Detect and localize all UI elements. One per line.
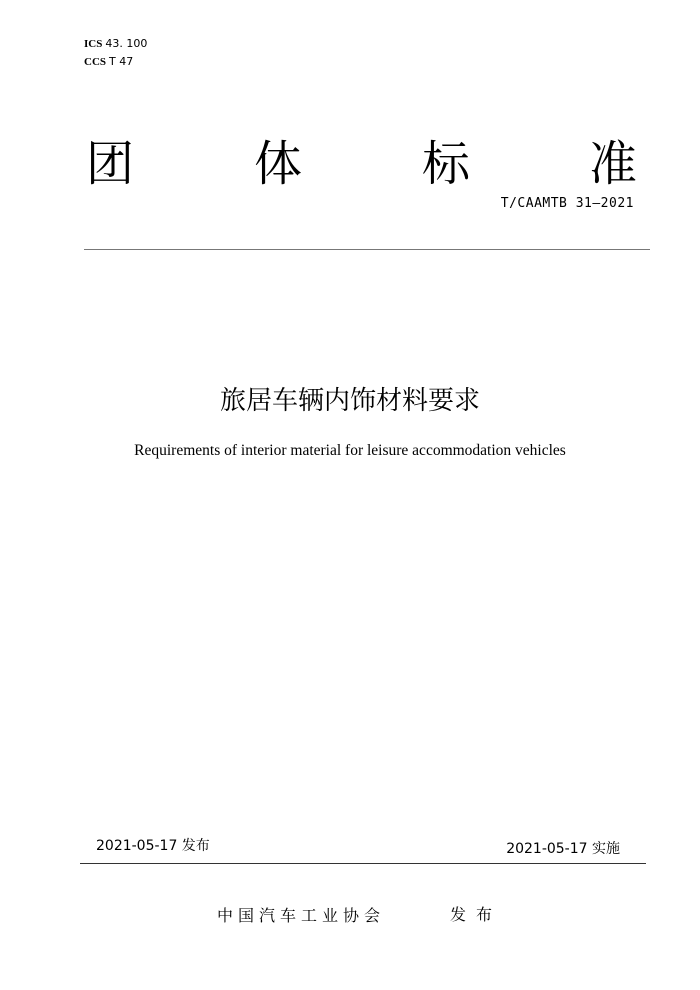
ics-value: 43. 100	[105, 37, 148, 50]
header-char-2: 体	[254, 136, 303, 192]
issuing-organization: 中国汽车工业协会	[217, 906, 386, 925]
document-title-english: Requirements of interior material for leisure accommodation vehicles	[134, 442, 566, 459]
header-char-4: 准	[589, 136, 638, 192]
footer-divider	[80, 863, 646, 864]
ics-classification	[84, 37, 147, 51]
standard-code: T/CAAMTB 31—2021	[500, 196, 634, 211]
ics-label: ICS	[84, 38, 103, 50]
header-char-3: 标	[422, 136, 471, 192]
publish-date: 2021-05-17 发布	[96, 838, 210, 854]
issue-label: 发布	[450, 905, 503, 924]
implement-date: 2021-05-17 实施	[506, 841, 620, 857]
ccs-label: CCS	[84, 56, 107, 68]
header-char-1: 团	[86, 136, 135, 192]
document-title-chinese: 旅居车辆内饰材料要求	[219, 386, 480, 416]
header-divider	[84, 249, 650, 250]
ccs-classification	[84, 55, 133, 69]
ccs-value: T 47	[109, 55, 134, 68]
